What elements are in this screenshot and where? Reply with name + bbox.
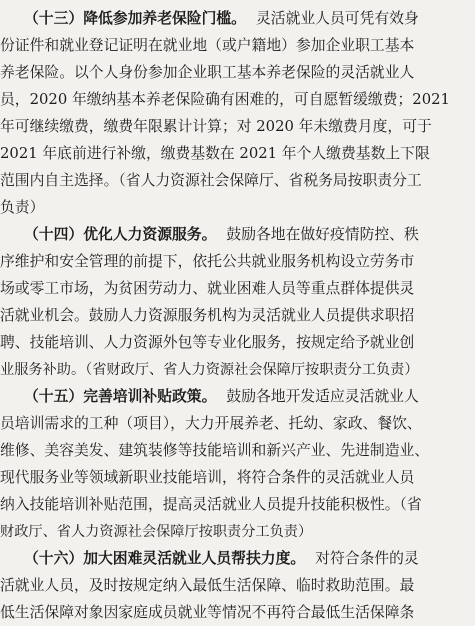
section-13-line: 范围内自主选择。（省人力资源社会保障厅、省税务局按职责分工 — [0, 172, 422, 189]
section-16-line: 低生活保障对象因家庭成员就业等情况不再符合最低生活保障条 — [0, 604, 415, 621]
section-14-number: （十四） — [24, 226, 84, 243]
section-13-number: （十三） — [24, 10, 84, 27]
section-14-line: 聘、技能培训、人力资源外包等专业化服务，按规定给予就业创 — [0, 334, 415, 351]
section-13-line: 员，2020 年缴纳基本养老保险确有困难的，可自愿暂缓缴费；2021 — [0, 91, 450, 108]
section-14-line: 场或零工市场，为贫困劳动力、就业困难人员等重点群体提供灵 — [0, 280, 415, 297]
section-15-line-1 — [0, 384, 475, 410]
section-15-line: 现代服务业等领域新职业技能培训，将符合条件的灵活就业人员 — [0, 469, 415, 486]
section-16-line-1 — [0, 546, 475, 572]
section-14-line: 活就业机会。鼓励人力资源服务机构为灵活就业人员提供求职招 — [0, 307, 415, 324]
section-14-heading: 优化人力资源服务。 — [83, 226, 217, 243]
section-13-line: 负责） — [0, 199, 45, 216]
section-14-line: 序维护和安全管理的前提下，依托公共就业服务机构设立劳务市 — [0, 253, 415, 270]
section-15-heading: 完善培训补贴政策。 — [83, 388, 217, 405]
section-16-line: 活就业人员，及时按规定纳入最低生活保障、临时救助范围。最 — [0, 577, 415, 594]
section-15-line: 员培训需求的工种（项目），大力开展养老、托幼、家政、餐饮、 — [0, 415, 422, 432]
section-16-text: 对符合条件的灵 — [315, 550, 419, 567]
section-13-text: 灵活就业人员可凭有效身 — [255, 10, 419, 27]
section-15-text: 鼓励各地开发适应灵活就业人 — [226, 388, 419, 405]
section-16-number: （十六） — [24, 550, 84, 567]
section-15-line: 维修、美容美发、建筑装修等技能培训和新兴产业、先进制造业、 — [0, 442, 430, 459]
section-13-line-1 — [0, 6, 475, 32]
section-14-line-1 — [0, 222, 475, 248]
section-14-text: 鼓励各地在做好疫情防控、秩 — [226, 226, 419, 243]
section-13-line: 养老保险。以个人身份参加企业职工基本养老保险的灵活就业人 — [0, 64, 415, 81]
section-16-heading: 加大困难灵活就业人员帮扶力度。 — [83, 550, 306, 567]
section-15-number: （十五） — [24, 388, 84, 405]
section-15-line: 纳入技能培训补贴范围，提高灵活就业人员提升技能积极性。（省 — [0, 496, 422, 513]
section-13-heading: 降低参加养老保险门槛。 — [83, 10, 246, 27]
section-14-line: 业服务补助。（省财政厅、省人力资源社会保障厅按职责分工负责） — [0, 362, 419, 378]
section-13-line: 份证件和就业登记证明在就业地（或户籍地）参加企业职工基本 — [0, 37, 415, 54]
section-13-line: 2021 年底前进行补缴，缴费基数在 2021 年个人缴费基数上下限 — [0, 145, 430, 162]
section-15-line: 财政厅、省人力资源社会保障厅按职责分工负责） — [0, 524, 313, 540]
section-13-line: 年可继续缴费，缴费年限累计计算；对 2020 年未缴费月度，可于 — [0, 118, 432, 135]
